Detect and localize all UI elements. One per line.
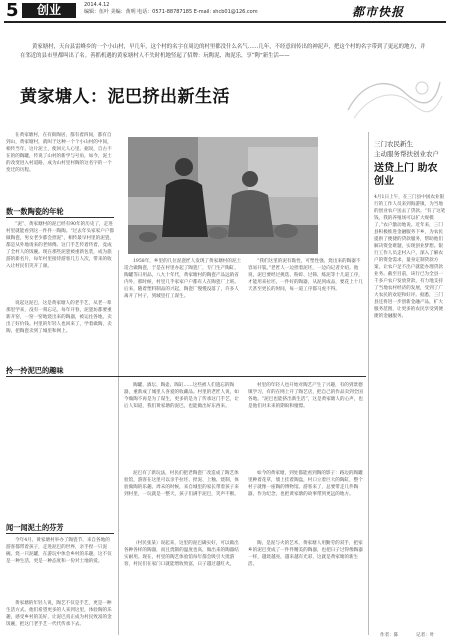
contact-line: 编辑：伍叶 美编：黄明 电话：0571-88787185 E-mail: shcb01@126.com bbox=[84, 9, 258, 15]
article-intro: 黄家塘村，天台县雷峰乡的一个小山村，早几年，这个村的名字在周边的村里都没什么名气……几年，不经意间传出的神泥声，把这个村的名字带到了更远的地方，并在邻近的县市里都叫出了名。善抓机遇的黄家塘村人不失时机地竖起了招牌：玩陶泥、淘泥乐，享“陶”新生活—— bbox=[20, 44, 426, 59]
subheading-3: 闻一闻泥土的芬芳 bbox=[6, 523, 64, 532]
column-4-top-text: （村民张某）说起来，这里的泥巴确实好，可以做出各种各样的陶器，而且烧制的温度也高，做出来的陶器结实耐用。现在，村里的陶艺体验馆每年都会吸引大批游客，村民们在家门口就能增收致富，日子越过越红火。 bbox=[124, 541, 239, 567]
column-1-mid-text: “泥”，黄家塘村的泥已经有90年的历史了，走进村里就能看到这一件件一陶陶。“过去年头家家户户都做陶瓷，男女老少都会捏泥”，相传最早村里的泥瓷，都是从外地请来的老师傅。这门手艺传着传着，竟成了全村人的饭碗。现在那些泥瓷被重新包装，成为旅游的新名片，每年村里接待游客几万人次，带来的收入让村民们笑开了颜。 bbox=[6, 222, 115, 269]
column-divider bbox=[368, 132, 369, 635]
subheading-rule bbox=[6, 376, 366, 377]
column-3-low-text: 如今的黄家塘，到处都能看到陶的影子：路边的陶罐里种着花草，墙上挂着陶盘，村口立着巨大的陶缸，整个村子就像一座陶的博物馆。游客来了，总要带走几件陶器，作为纪念，也把黄家塘的故事带到更远的地方。 bbox=[248, 471, 363, 497]
column-1-low-text: 说起这泥巴，这是黄家塘人的老手艺，从老一辈那里学来，没有一刻忘记。每年开春，泥瓷坊都要重新开窑，一窑一窑地烧出来的陶器，被运往各地，卖出了好价钱。村里的年轻人也回来了，学着做陶，卖陶，把陶瓷卖到了城里和网上。 bbox=[6, 301, 112, 334]
masthead-rule bbox=[4, 21, 446, 23]
column-1-bottom-text: 今年4月，黄家塘村举办了陶瓷节，来自各地的游客都带着孩子，走进泥巴的世界，亲手捏一只泥碗、烧一只泥罐，在游玩中体会乡村的乐趣，这不仅是一种生活，更是一种态度和一份对土地的爱。 bbox=[6, 538, 112, 564]
date-line: 2014.4.12 bbox=[84, 2, 110, 8]
article-photo bbox=[128, 137, 318, 254]
column-1-top-text: 在黄家塘村，在有街陶居，都有着四间，都有自到山，黄家塘村，就叫于这种一个个小山村的中间，相传当年，这片泥土，使回元人心里。据说，自古不在的的陶罐，传说了山村的新学与号角，如今，泥土的改变进入村道路，成为山村里村陶的这名字的一个变迁的历程。 bbox=[6, 133, 112, 173]
subheading-rule bbox=[6, 217, 114, 218]
side-byline: 记者：叶 bbox=[416, 633, 435, 638]
subheading-rule bbox=[6, 533, 114, 534]
page-number: 5 bbox=[6, 0, 19, 21]
subheading-2: 拎一拎泥巴的趣味 bbox=[6, 366, 64, 375]
paper-name: 都市快报 bbox=[352, 5, 405, 19]
section-tag: 创业 bbox=[22, 3, 76, 18]
photo-illustration bbox=[128, 137, 318, 254]
column-3-mid-text: 村里的年轻人也开始对陶艺产生了兴趣，有的到景德镇学习，有的在网上开了陶艺店，把自己的作品卖到全国各地。“泥巴也能挤出新生活”，这是黄家塘人的心声，也是他们对未来的期盼和憧憬。 bbox=[248, 383, 363, 409]
side-kicker: 三门农民新生 bbox=[374, 140, 413, 148]
column-2-top-text: 1958年，乡里的几位泥瓷匠人发现了黄家塘村的泥土适合做陶瓷，于是在村里办起了陶瓷厂，专门生产陶缸、陶罐等日用品。八九十年代，黄家塘村的陶瓷产品远销省内外，那时候，村里几乎家家户户都有人在陶瓷厂上班。后来，随着塑料制品的兴起，陶瓷厂慢慢没落了，许多人离开了村子，到城里打工谋生。 bbox=[124, 259, 242, 299]
column-divider bbox=[118, 250, 119, 635]
column-2-low-text: 泥巴有了新玩法，村民们把老陶瓷厂改造成了陶艺体验馆，游客在这里可以亲手拉坯、捏泥、上釉、烧制，体验做陶的乐趣。周末的时候，来自城里的家长带着孩子来到村里，一玩就是一整天，孩子们满手泥巴，笑声不断。 bbox=[124, 471, 239, 497]
side-title: 送贷上门 助农创业 bbox=[374, 163, 438, 187]
subheading-1: 数一数陶瓷的年轮 bbox=[6, 207, 64, 216]
decorative-swirl-graphic bbox=[344, 70, 444, 124]
side-byline: 作者：陈 bbox=[380, 633, 399, 638]
column-2-mid-text: 陶罐、酒坛、陶壶、陶缸……这些被人们遗忘的陶器，重新成了城里人喜爱的收藏品。村里的老匠人说，如今做陶不再是为了谋生，更多的是为了传承这门手艺，让后人知道，我们黄家塘的泥巴，也能做出好东西来。 bbox=[124, 383, 239, 409]
column-4-low-text: 黄家塘的年轻人说，陶艺不仅是手艺，更是一种生活方式。他们希望更多的人来到这里，体验陶的乐趣，感受乡村的美好，让泥巴真正成为村民致富的金饭碗，把这门老手艺一代代传承下去。 bbox=[6, 601, 112, 627]
side-article-text: 4月1日上午，在三门县中国农业银行的工作人员来到海游镇，为当地的创业农户送去了贷款。“有了这笔钱，我的养殖场可以扩大规模了。”农户激动地说。近年来，三门县积极推进金融服务下乡，为农民提供了便捷的贷款服务，帮助他们解决资金难题，实现创业梦想。银行工作人员走村入户，深入了解农户的资金需求，量身定制贷款方案，让农户足不出户就能办理贷款业务。截至目前，该行已为全县一千多户农户发放贷款，有力地支持了当地农村经济的发展，受到了广大农民的欢迎和好评。据悉，三门县还将进一步创新金融产品，扩大服务范围，让更多的农民享受到便捷的金融服务。 bbox=[374, 195, 446, 319]
side-subkicker: 主动服务帮扶创业农户 bbox=[374, 150, 439, 158]
column-3-top-text: “我们这里的泥有黏性，可塑性强，烧出来的陶器不容易开裂。”老匠人一边捏着泥坯，一边向记者介绍。他说，泥巴要经过挑选、粉碎、过筛、练泥等十几道工序，才能用来拉坯。一件好的陶器，从泥到成品，要花上十几天甚至更长的时间，每一道工序都马虎不得。 bbox=[248, 259, 363, 292]
column-4-mid-text: 陶，是泥与火的艺术，黄家塘人用勤劳的双手，把家乡的泥巴变成了一件件精美的陶器，也把日子过得像陶器一样，越烧越亮，越来越有光彩，这就是黄家塘的新生活。 bbox=[248, 541, 363, 567]
article-headline: 黄家塘人：泥巴挤出新生活 bbox=[20, 87, 230, 107]
